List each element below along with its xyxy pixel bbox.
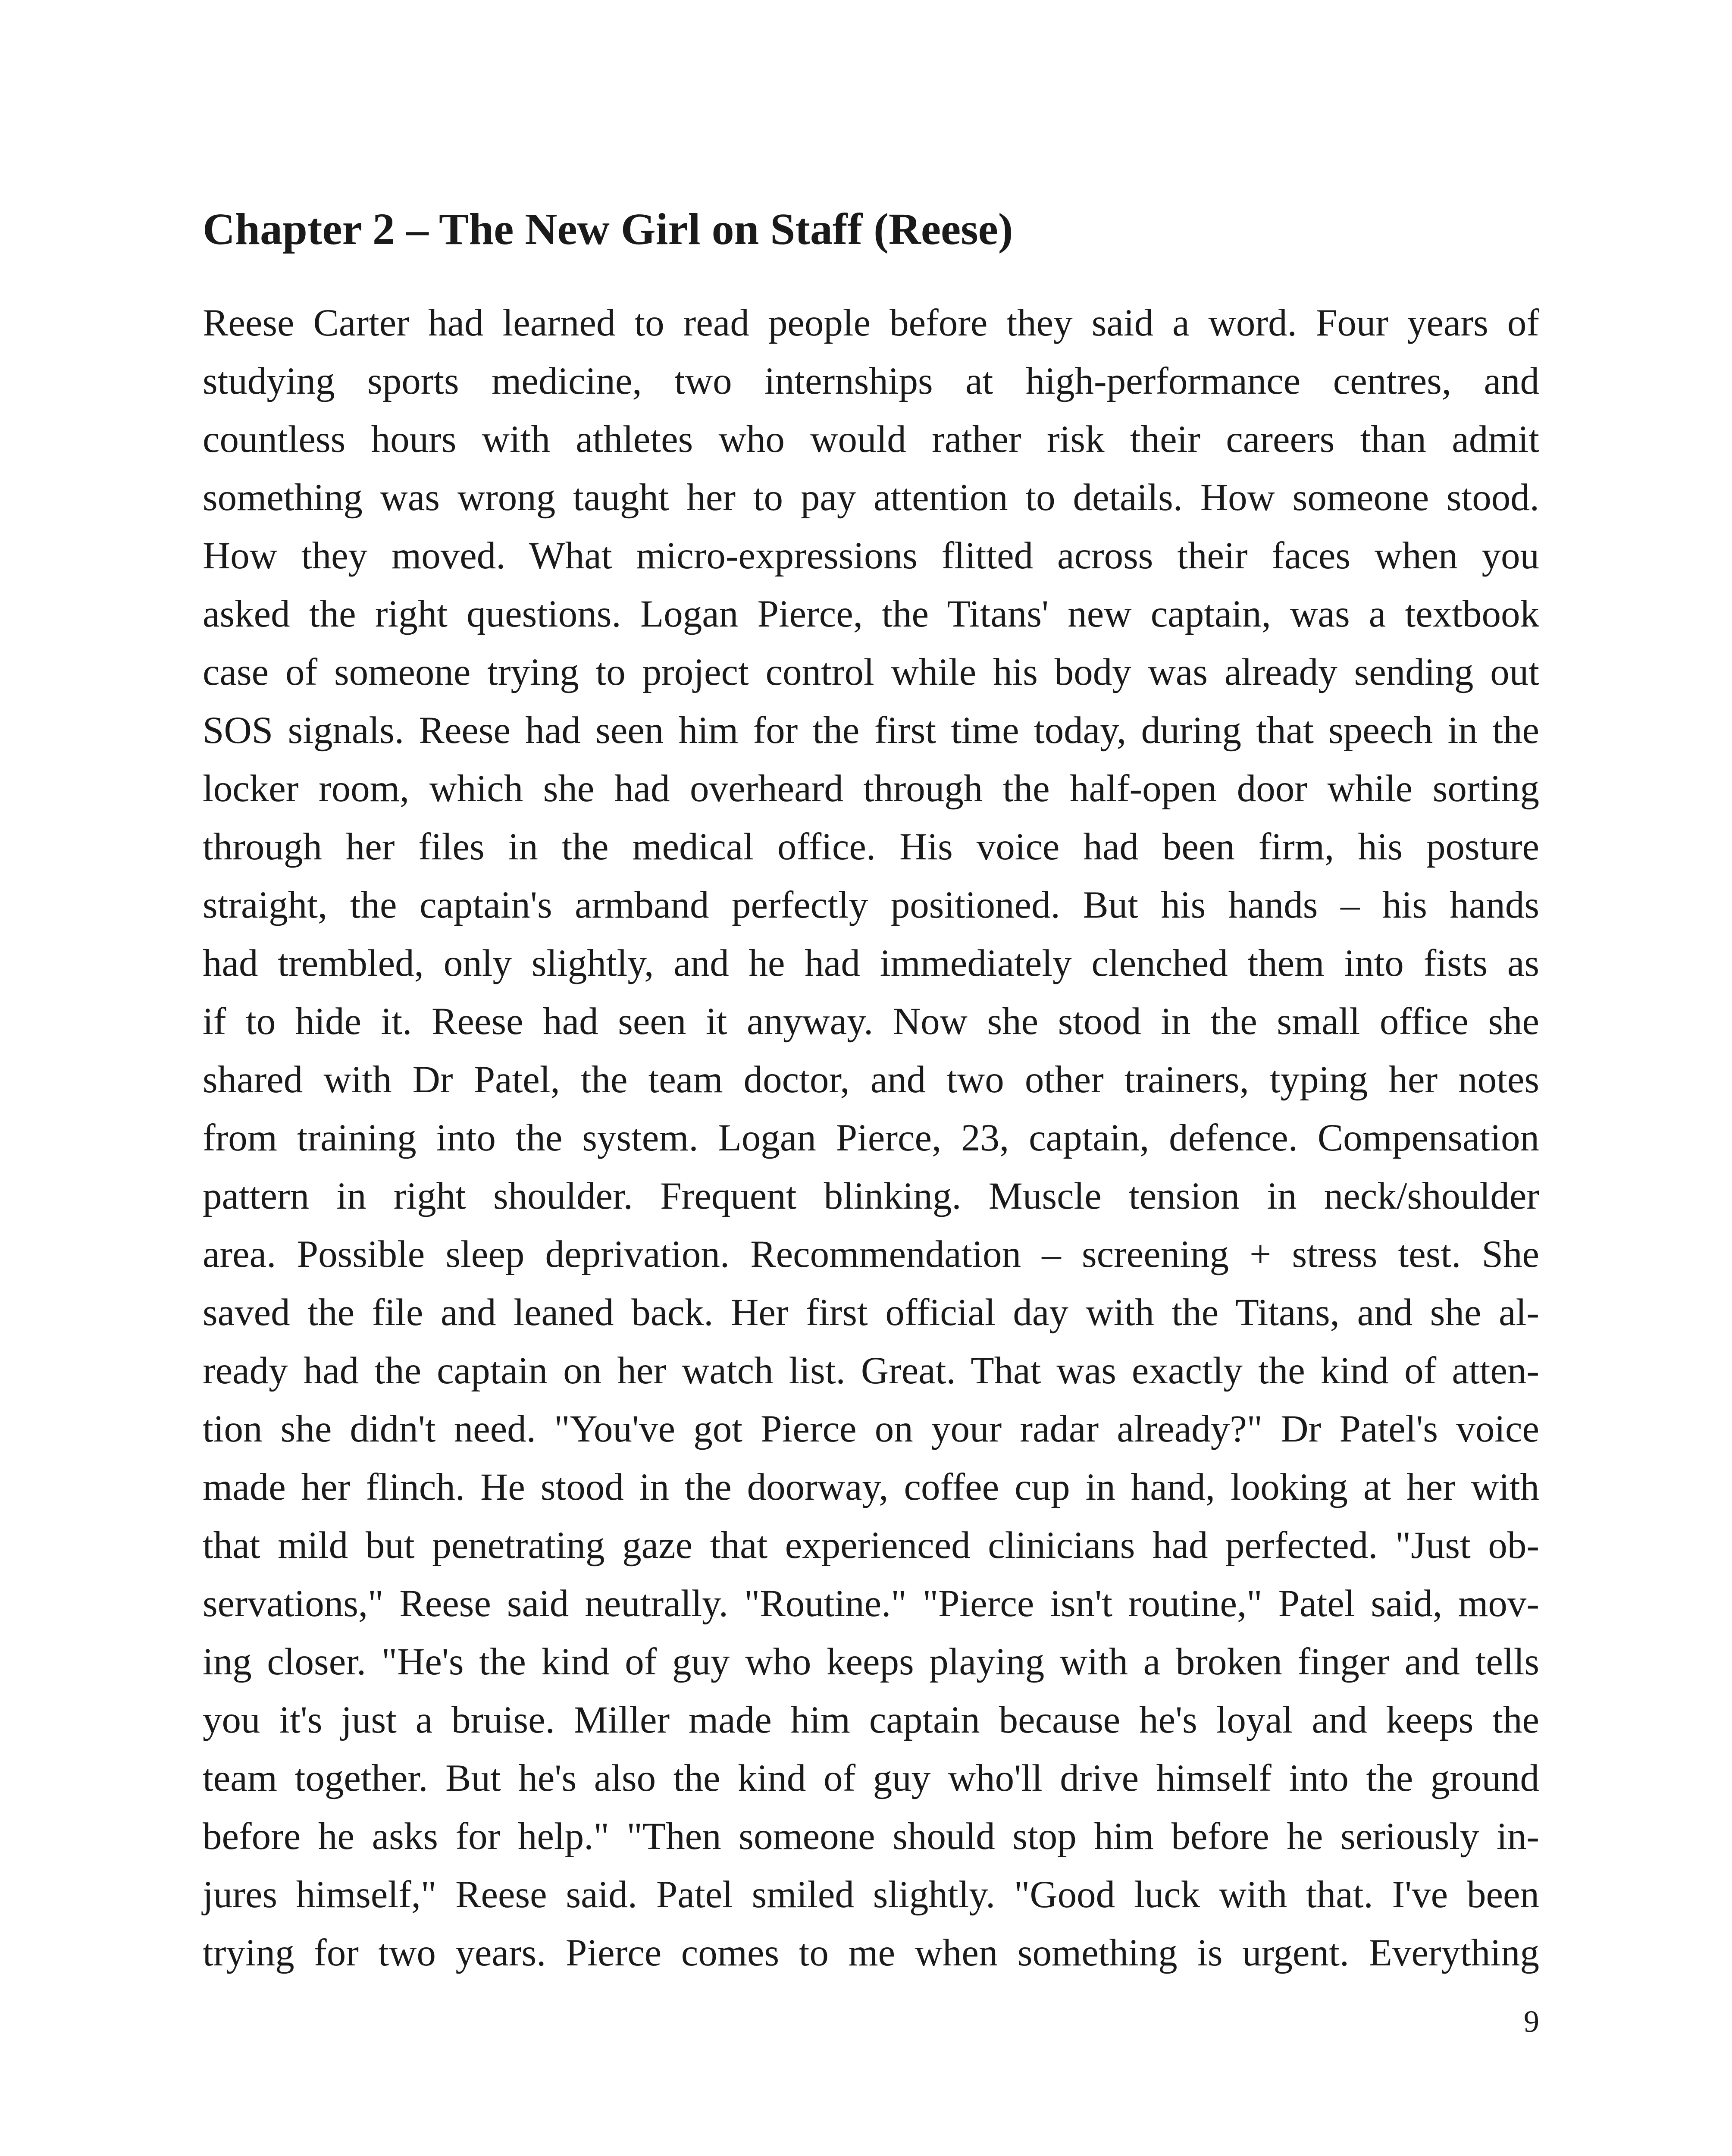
body-line: you it's just a bruise. Miller made him captain because he's loyal and keeps the <box>203 1699 1539 1741</box>
body-line: pattern in right shoulder. Frequent blinking. Muscle tension in neck/shoulder <box>203 1175 1539 1217</box>
body-line: asked the right questions. Logan Pierce, the Titans' new captain, was a textbook <box>203 593 1539 635</box>
body-line: straight, the captain's armband perfectly positioned. But his hands – his hands <box>203 884 1539 926</box>
body-text <box>203 294 1539 1982</box>
body-line: servations," Reese said neutrally. "Routine." "Pierce isn't routine," Patel said, mov- <box>203 1583 1539 1625</box>
body-line: ready had the captain on her watch list. Great. That was exactly the kind of atten- <box>203 1350 1539 1392</box>
body-line: that mild but penetrating gaze that experienced clinicians had perfected. "Just ob- <box>203 1524 1539 1567</box>
body-line: trying for two years. Pierce comes to me when something is urgent. Everything <box>203 1932 1539 1974</box>
page-number: 9 <box>1524 2004 1539 2039</box>
body-line: locker room, which she had overheard through the half-open door while sorting <box>203 768 1539 810</box>
chapter-title: Chapter 2 – The New Girl on Staff (Reese) <box>203 204 1013 254</box>
body-line: team together. But he's also the kind of guy who'll drive himself into the ground <box>203 1757 1539 1799</box>
body-line: something was wrong taught her to pay attention to details. How someone stood. <box>203 476 1539 519</box>
body-line: area. Possible sleep deprivation. Recommendation – screening + stress test. She <box>203 1233 1539 1275</box>
body-line: shared with Dr Patel, the team doctor, and two other trainers, typing her notes <box>203 1059 1539 1101</box>
body-line: studying sports medicine, two internships at high-performance centres, and <box>203 360 1539 402</box>
body-line: before he asks for help." "Then someone should stop him before he seriously in- <box>203 1815 1539 1858</box>
body-line: countless hours with athletes who would rather risk their careers than admit <box>203 418 1539 461</box>
body-line: How they moved. What micro-expressions flitted across their faces when you <box>203 535 1539 577</box>
body-line: ing closer. "He's the kind of guy who keeps playing with a broken finger and tells <box>203 1641 1539 1683</box>
body-line: through her files in the medical office. His voice had been firm, his posture <box>203 826 1539 868</box>
body-line: from training into the system. Logan Pierce, 23, captain, defence. Compensation <box>203 1117 1539 1159</box>
body-line: SOS signals. Reese had seen him for the first time today, during that speech in the <box>203 709 1539 752</box>
body-line: tion she didn't need. "You've got Pierce on your radar already?" Dr Patel's voice <box>203 1408 1539 1450</box>
body-line: had trembled, only slightly, and he had immediately clenched them into fists as <box>203 942 1539 984</box>
body-line: saved the file and leaned back. Her first official day with the Titans, and she al- <box>203 1291 1539 1334</box>
body-line: if to hide it. Reese had seen it anyway. Now she stood in the small office she <box>203 1000 1539 1043</box>
body-line: made her flinch. He stood in the doorway, coffee cup in hand, looking at her with <box>203 1466 1539 1508</box>
body-line: case of someone trying to project control while his body was already sending out <box>203 651 1539 693</box>
body-line: jures himself," Reese said. Patel smiled slightly. "Good luck with that. I've been <box>203 1874 1539 1916</box>
body-line: Reese Carter had learned to read people before they said a word. Four years of <box>203 302 1539 344</box>
